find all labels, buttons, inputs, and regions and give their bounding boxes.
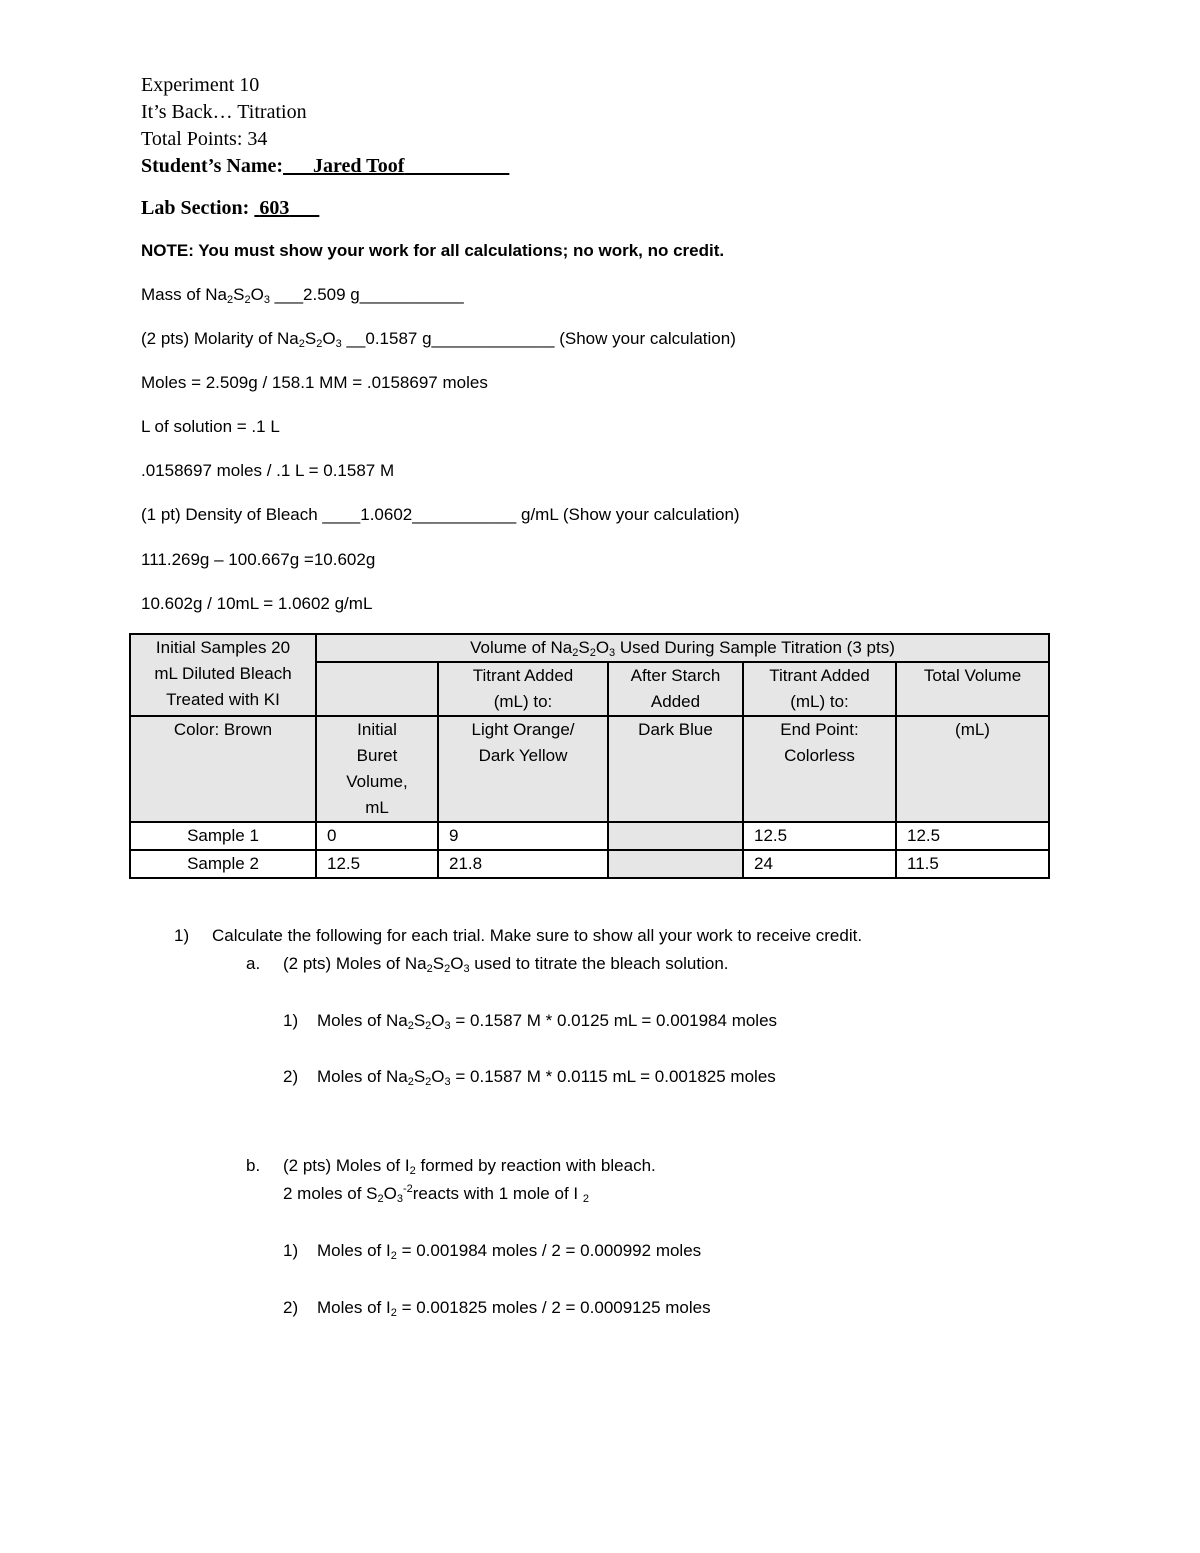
part-a-text: (2 pts) Moles of $Na_2S_2O_3$ used to titrate the bleach solution. — [283, 954, 729, 975]
table-row — [130, 822, 1049, 850]
part-a-item-1-number: 1) — [283, 1011, 299, 1030]
header-col2-a: Titrant Added — [472, 666, 574, 685]
part-b-item-2: Moles of $I_2 = 0.001825$ moles / 2 = 0.0009125 moles — [317, 1298, 711, 1319]
molarity-value: 0.1587 g — [365, 329, 432, 348]
subheader-col5 — [896, 716, 1049, 822]
student-name-label: Student’s Name: — [141, 155, 284, 177]
lab-section-text: 603 — [259, 197, 290, 219]
table-corner-cell — [130, 634, 316, 716]
row-total: 12.5 — [896, 822, 1049, 850]
subheader-col3 — [608, 716, 743, 822]
part-b-label: b. — [246, 1156, 261, 1175]
row-label: Sample 1 — [130, 822, 316, 850]
student-name-text: Jared Toof — [313, 155, 405, 177]
mass-label: Mass of Na — [141, 285, 227, 304]
part-b-item-1-number: 1) — [283, 1241, 299, 1260]
experiment-title: Experiment 10 — [141, 74, 260, 96]
header-col1-empty — [316, 662, 438, 716]
subheader-col2 — [438, 716, 608, 822]
experiment-subtitle: It’s Back… Titration — [141, 101, 307, 123]
density-mass-diff: 111.269g – 100.667g =10.602g — [141, 550, 376, 569]
molarity-row: (2 pts) Molarity of $Na_2S_2O_3$ __0.1587 g_____________ (Show your calculation) — [141, 329, 736, 350]
header-col2 — [438, 662, 608, 716]
table-title-cell: Volume of $Na_2S_2O_3$ Used During Sample Titration (3 pts) — [316, 634, 1049, 662]
subheader-col5-text: (mL) — [955, 720, 990, 739]
molarity-suffix: (Show your calculation) — [559, 329, 736, 348]
molarity-label: (2 pts) Molarity of Na — [141, 329, 299, 348]
part-b-post: formed by reaction with bleach. — [420, 1156, 656, 1175]
row-end-point: 24 — [743, 850, 896, 878]
molarity-calc: .0158697 moles / .1 L = 0.1587 M — [141, 461, 395, 480]
header-col4 — [743, 662, 896, 716]
header-col5 — [896, 662, 1049, 716]
part-b-pre: (2 pts) Moles of I — [283, 1156, 410, 1175]
header-col3-b: Added — [650, 692, 701, 711]
table-subheader-row — [130, 716, 1049, 822]
part-a-item-1-pre: Moles of Na — [317, 1011, 408, 1030]
subheader-col4 — [743, 716, 896, 822]
part-a-item-1: Moles of $Na_2S_2O_3 = 0.1587$ M * 0.0125 mL = 0.001984 moles — [317, 1011, 778, 1032]
density-row: (1 pt) Density of Bleach ____1.0602___________ g/mL (Show your calculation) — [141, 505, 740, 524]
row-initial: 12.5 — [316, 850, 438, 878]
color-label: Color: Brown — [173, 720, 273, 739]
part-b-note: 2 moles of $S_2O_3^{-2}reacts$ with 1 mole of I $_2$ — [283, 1183, 589, 1205]
part-b-note-post: reacts with 1 mole of I — [412, 1184, 579, 1203]
question-1-number: 1) — [174, 926, 190, 945]
part-b-item-1: Moles of $I_2 = 0.001984$ moles / 2 = 0.000992 moles — [317, 1241, 702, 1262]
part-a-label: a. — [246, 954, 261, 973]
subheader-col3-text: Dark Blue — [638, 720, 713, 739]
part-a-item-2-post: = 0.1587 M * 0.0115 mL = 0.001825 moles — [455, 1067, 776, 1086]
note-text: NOTE: You must show your work for all calculations; no work, no credit. — [141, 241, 725, 260]
table-title-row — [130, 634, 1049, 662]
part-b-item-2-pre: Moles of I — [317, 1298, 391, 1317]
header-col2-b: (mL) to: — [493, 692, 553, 711]
part-b-note-pre: 2 moles of S — [283, 1184, 378, 1203]
subheader-col1-a: Initial — [357, 720, 397, 739]
density-result: 10.602g / 10mL = 1.0602 g/mL — [141, 594, 373, 613]
corner-line-2: mL Diluted Bleach — [154, 664, 292, 683]
row-initial: 0 — [316, 822, 438, 850]
row-end-point: 12.5 — [743, 822, 896, 850]
corner-line-1: Initial Samples 20 — [155, 638, 291, 657]
part-b-item-1-pre: Moles of I — [317, 1241, 391, 1260]
lab-section-label: Lab Section: — [141, 197, 250, 219]
liters-calc: L of solution = .1 L — [141, 417, 280, 436]
question-1-text: Calculate the following for each trial. Make sure to show all your work to receive credit. — [212, 926, 863, 945]
moles-calc: Moles = 2.509g / 158.1 MM = .0158697 moles — [141, 373, 488, 392]
subheader-col1-c: Volume, — [346, 772, 408, 791]
header-col4-a: Titrant Added — [769, 666, 870, 685]
row-light-orange: 21.8 — [438, 850, 608, 878]
row-total: 11.5 — [896, 850, 1049, 878]
titration-table — [129, 633, 1050, 879]
header-col5-text: Total Volume — [923, 666, 1022, 685]
subheader-col4-b: Colorless — [784, 746, 855, 765]
part-b-item-2-number: 2) — [283, 1298, 299, 1317]
subheader-col1 — [316, 716, 438, 822]
table-title-post: Used During Sample Titration (3 pts) — [619, 638, 895, 657]
header-col4-b: (mL) to: — [790, 692, 849, 711]
density-value: 1.0602 — [360, 505, 413, 524]
part-a-item-2: Moles of $Na_2S_2O_3 = 0.1587$ M * 0.0115 mL = 0.001825 moles — [317, 1067, 776, 1088]
density-suffix: g/mL (Show your calculation) — [520, 505, 740, 524]
color-label-cell — [130, 716, 316, 822]
header-col3 — [608, 662, 743, 716]
row-light-orange: 9 — [438, 822, 608, 850]
part-a-item-2-number: 2) — [283, 1067, 299, 1086]
lab-section-value — [254, 197, 319, 219]
student-name-value — [283, 155, 509, 177]
density-label: (1 pt) Density of Bleach — [141, 505, 318, 524]
part-b-item-1-post: = 0.001984 moles / 2 = 0.000992 moles — [401, 1241, 702, 1260]
student-name-row — [141, 153, 509, 180]
row-after-starch — [608, 850, 743, 878]
mass-value: 2.509 g — [303, 285, 360, 304]
header-col3-a: After Starch — [630, 666, 721, 685]
part-a-item-1-post: = 0.1587 M * 0.0125 mL = 0.001984 moles — [455, 1011, 778, 1030]
part-a-post: used to titrate the bleach solution. — [474, 954, 729, 973]
table-title-pre: Volume of Na — [470, 638, 573, 657]
corner-line-3: Treated with KI — [166, 690, 280, 709]
part-b-item-2-post: = 0.001825 moles / 2 = 0.0009125 moles — [401, 1298, 711, 1317]
row-label: Sample 2 — [130, 850, 316, 878]
lab-section-row — [141, 195, 319, 222]
table-row — [130, 850, 1049, 878]
row-after-starch — [608, 822, 743, 850]
part-a-item-2-pre: Moles of Na — [317, 1067, 408, 1086]
total-points: Total Points: 34 — [141, 128, 268, 150]
subheader-col1-b: Buret — [356, 746, 398, 765]
part-a-pre: (2 pts) Moles of Na — [283, 954, 427, 973]
subheader-col1-d: mL — [365, 798, 389, 817]
subheader-col2-b: Dark Yellow — [478, 746, 568, 765]
subheader-col4-a: End Point: — [780, 720, 859, 739]
subheader-col2-a: Light Orange/ — [471, 720, 575, 739]
mass-row: Mass of $Na_2S_2O_3$ ___2.509 g___________ — [141, 285, 464, 306]
part-b-text: (2 pts) Moles of $I_2$ formed by reaction with bleach. — [283, 1156, 656, 1177]
